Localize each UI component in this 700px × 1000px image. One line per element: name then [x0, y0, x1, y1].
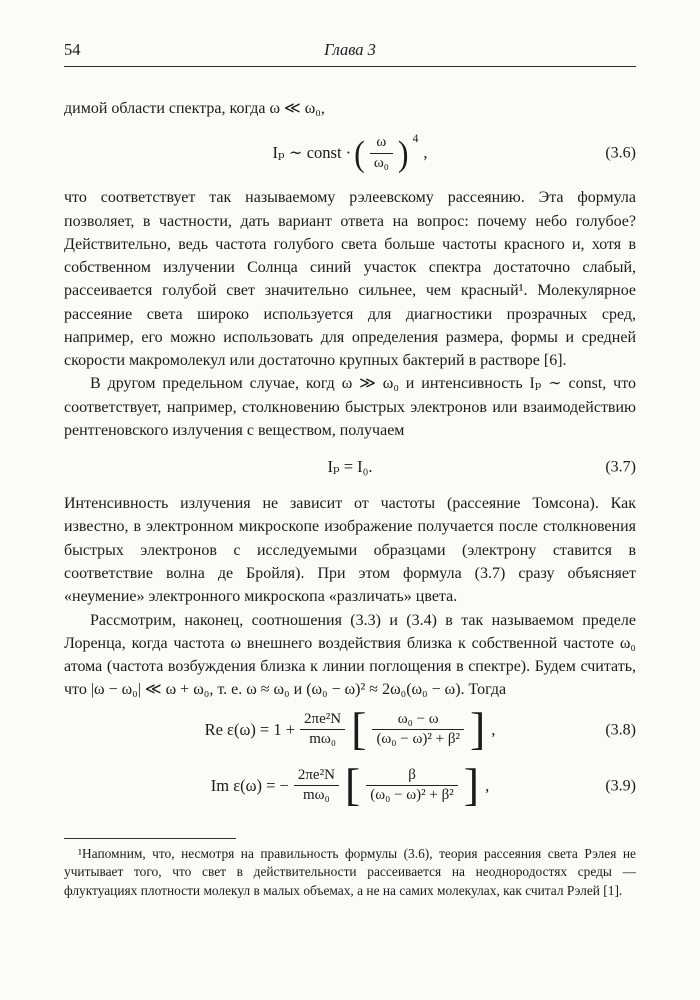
fraction-denominator: mω₀ — [300, 729, 345, 750]
close-bracket: ] — [469, 703, 486, 755]
fraction-denominator: (ω₀ − ω)² + β² — [372, 729, 464, 750]
coefficient-fraction — [300, 710, 345, 750]
eq-tail: , — [491, 719, 496, 739]
fraction-denominator: mω₀ — [294, 785, 339, 806]
equation-3-9-body — [210, 759, 490, 811]
chapter-title: Глава 3 — [324, 40, 376, 59]
footnote: ¹Напомним, что, несмотря на правильность формулы (3.6), теория рассеяния света Рэлея не учитывает того, что свет в действительности рассеивается на неоднородостях среды — флуктуациях плотности молекул в малых объемах, а не на самих молекулах, как считал Рэлей [1]. — [64, 845, 636, 898]
eq-lhs: Re ε(ω) = 1 + — [204, 719, 296, 739]
paragraph-limit-case: В другом предельном случае, когд ω ≫ ω₀ и интенсивность Iₚ ∼ const, что соответствует, например, столкновению быстрых электронов или взаимодействию рентгеновского излучения с веществом, получаем — [64, 375, 636, 439]
equation-number: (3.8) — [605, 720, 636, 738]
equation-3-8-body — [204, 703, 496, 755]
close-bracket: ] — [463, 759, 480, 811]
open-bracket: [ — [344, 759, 361, 811]
paragraph-thomson: Интенсивность излучения не зависит от частоты (рассеяние Томсона). Как известно, в электронном микроскопе изображение получается после столкновения быстрых электронов с исследуемыми образцами (электрону ставится в соответствие волна де Бройля). При этом формула (3.7) сразу объясняет «неумение» электронного микроскопа «различать» цвета. — [64, 495, 636, 606]
eq-lhs: Im ε(ω) = − — [210, 775, 289, 795]
fraction — [372, 710, 464, 750]
body-text — [64, 97, 636, 900]
fraction-denominator: ω₀ — [370, 153, 393, 174]
eq-tail: , — [485, 775, 490, 795]
fraction-numerator: 2πe²N — [297, 766, 335, 783]
open-paren: ( — [354, 132, 365, 173]
fraction — [370, 133, 393, 173]
page-number: 54 — [64, 40, 81, 59]
paragraph-lorentz: Рассмотрим, наконец, соотношения (3.3) и (3.4) в так называемом пределе Лоренца, когда частота ω внешнего воздействия близка к собственной частоте ω₀ атома (частота возбуждения близка к линии поглощения в спектре). Будем считать, что |ω − ω₀| ≪ ω + ω₀, т. е. ω ≈ ω₀ и (ω₀ − ω)² ≈ 2ω₀(ω₀ − ω). Тогда — [64, 611, 636, 699]
equation-3-7-body — [327, 455, 372, 479]
equation-number: (3.7) — [605, 458, 636, 476]
paragraph-rayleigh: что соответствует так называемому рэлеевскому рассеянию. Эта формула позволяет, в частности, дать вариант ответа на вопрос: почему небо голубое? Действительно, ведь частота голубого света больше частоты красного и, хотя в собственном излучении Солнца синий участок спектра достаточно слабый, рассеивается голубой свет значительно сильнее, чем красный¹. Молекулярное рассеяние света широко используется для диагностики прозрачных сред, например, его можно использовать для определения размера, формы и средней скорости макромолекул или достаточно крупных бактерий в растворе [6]. — [64, 189, 636, 370]
open-bracket: [ — [351, 703, 367, 755]
eq-lhs: Iₚ ∼ const · — [272, 143, 352, 163]
equation-3-8 — [64, 702, 636, 758]
equation-number: (3.6) — [605, 144, 636, 162]
coefficient-fraction — [294, 766, 339, 806]
equation-3-7 — [64, 442, 636, 492]
paragraph-continuation: димой области спектра, когда ω ≪ ω₀, — [64, 100, 325, 117]
equation-3-6-body — [273, 133, 428, 173]
equation-3-9 — [64, 758, 636, 814]
page-header — [64, 40, 636, 67]
exponent: 4 — [412, 133, 419, 146]
fraction-denominator: (ω₀ − ω)² + β² — [366, 785, 458, 806]
equation-3-6 — [64, 120, 636, 186]
eq-body: Iₚ = I₀. — [327, 457, 373, 477]
fraction-numerator: ω — [376, 134, 387, 151]
fraction — [366, 766, 458, 806]
fraction-numerator: β — [408, 766, 416, 783]
fraction-numerator: ω₀ − ω — [397, 710, 439, 727]
fraction-numerator: 2πe²N — [304, 710, 342, 727]
close-paren: ) — [397, 132, 409, 173]
eq-tail: , — [423, 143, 428, 163]
equation-number: (3.9) — [605, 776, 636, 794]
footnote-rule — [64, 838, 236, 839]
